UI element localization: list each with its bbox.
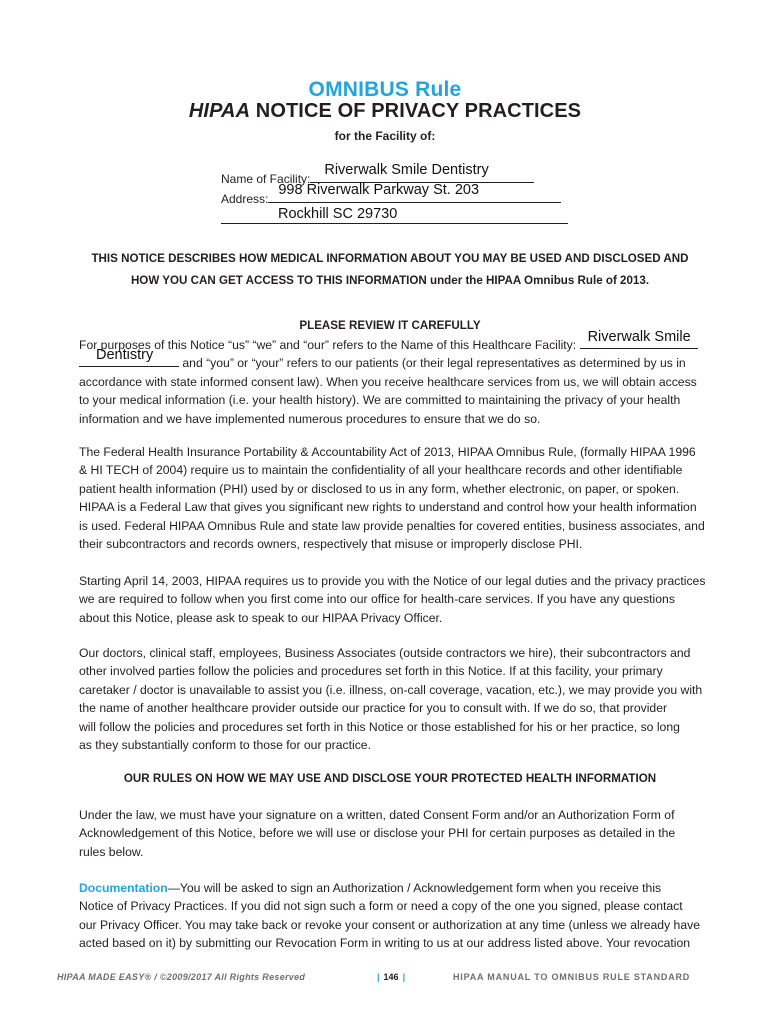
para6-line: our Privacy Officer. You may take back or revoke your consent or authorization at any time (unless we already have	[79, 917, 700, 932]
para4-line: as they substantially conform to those for our practice.	[79, 738, 371, 753]
address-label: Address:	[221, 192, 269, 206]
para2-line: The Federal Health Insurance Portability & Accountability Act of 2013, HIPAA Omnibus Rule, (formally HIPAA 1996	[79, 445, 696, 459]
para6-line-1	[79, 879, 715, 897]
footer-copyright: HIPAA MADE EASY® / ©2009/2017 All Rights Reserved	[57, 972, 306, 982]
para4-line: the name of another healthcare provider outside our practice for you to consult with. If we do so, that provider	[79, 701, 668, 716]
footer-page-number: | 146 |	[377, 972, 406, 982]
facility-name-field[interactable]	[310, 162, 534, 183]
para2-line: HIPAA is a Federal Law that gives you significant new rights to understand and control how your health information	[79, 500, 697, 515]
title-rest: NOTICE OF PRIVACY PRACTICES	[250, 100, 582, 122]
para5-line: Acknowledgement of this Notice, before we will use or disclose your PHI for certain purposes as detailed in the	[79, 826, 676, 841]
para5-line: rules below.	[79, 844, 144, 859]
address-line2-field[interactable]	[221, 206, 568, 224]
address-line1-field[interactable]	[268, 182, 561, 203]
para1-after-fill: and “you” or “your” refers to our patients (or their legal representatives as determined by us in	[179, 356, 686, 371]
para4-line: other involved parties follow the policies and procedures set forth in this Notice. If at this facility, your primary	[79, 664, 663, 679]
rules-heading: OUR RULES ON HOW WE MAY USE AND DISCLOSE YOUR PROTECTED HEALTH INFORMATION	[123, 772, 657, 785]
para4-line: will follow the policies and procedures set forth in this Notice or those established for his or her practice, so long	[79, 719, 680, 734]
para3-line: we are required to follow when you first come into our office for health-care services. If you have any questions	[79, 592, 675, 607]
paragraph-our-doctors	[79, 644, 715, 754]
footer-manual-title: HIPAA MANUAL TO OMNIBUS RULE STANDARD	[453, 972, 691, 982]
para2-line: patient health information (PHI) used by or disclosed to us in any form, whether electronic, on paper, or spoken.	[79, 481, 680, 496]
para1-intro: For purposes of this Notice “us” “we” and “our” refers to the Name of this Healthcare Facility:	[79, 338, 577, 352]
para2-line: is used. Federal HIPAA Omnibus Rule and state law provide penalties for covered entities, business associates, and	[79, 518, 705, 533]
para4-line: Our doctors, clinical staff, employees, Business Associates (outside contractors we hire), their subcontractors and	[79, 646, 691, 660]
para1-line-2	[79, 347, 715, 372]
page-number: 146	[383, 972, 399, 982]
para4-line: caretaker / doctor is unavailable to assist you (i.e. illness, on-call coverage, vacation, etc.), we may provide you with	[79, 682, 703, 697]
omnibus-rule-title: OMNIBUS Rule	[308, 78, 462, 101]
facility-fill-2: Dentistry	[96, 347, 154, 364]
paragraph-starting-april	[79, 572, 715, 627]
address-row-2	[221, 206, 568, 227]
notice-line-2: HOW YOU CAN GET ACCESS TO THIS INFORMATION under the HIPAA Omnibus Rule of 2013.	[130, 274, 650, 287]
para3-line: Starting April 14, 2003, HIPAA requires us to provide you with the Notice of our legal duties and the privacy practices	[79, 574, 706, 588]
facility-fill-1: Riverwalk Smile	[587, 329, 691, 345]
facility-fill-field-2[interactable]	[79, 347, 179, 367]
facility-name-value: Riverwalk Smile Dentistry	[324, 162, 489, 178]
facility-subtitle: for the Facility of:	[334, 129, 436, 143]
para2-line: & HI TECH of 2004) require us to maintain the confidentiality of all your healthcare records and other identifiable	[79, 463, 683, 478]
paragraph-purposes	[79, 329, 715, 428]
address-row	[221, 182, 561, 206]
documentation-label: Documentation	[79, 881, 168, 895]
para6-line: acted based on it) by submitting our Revocation Form in writing to us at our address listed above. Your revocation	[79, 936, 691, 951]
paragraph-under-the-law	[79, 806, 715, 861]
para1-line-3: accordance with state informed consent law). When you receive healthcare services from us, we will obtain access	[79, 374, 697, 389]
para1-line-1	[79, 329, 715, 354]
para5-line: Under the law, we must have your signature on a written, dated Consent Form and/or an Authorization Form of	[79, 808, 675, 822]
address-line2-value: Rockhill SC 29730	[278, 206, 398, 222]
facility-name-label: Name of Facility:	[221, 172, 311, 186]
para1-line-4: to your medical information (i.e. your health history). We are committed to maintaining the privacy of your health	[79, 393, 681, 408]
para6-line: Notice of Privacy Practices. If you did not sign such a form or need a copy of the one you signed, please contact	[79, 899, 683, 914]
paragraph-documentation	[79, 879, 715, 953]
para2-line: their subcontractors and records owners, respectively that misuse or improperly disclose PHI.	[79, 537, 583, 552]
facility-fill-field-1[interactable]	[580, 329, 698, 349]
paragraph-federal-law	[79, 443, 715, 553]
para1-line-5: information and we have implemented numerous procedures to ensure that we do so.	[79, 411, 541, 426]
notice-statement	[40, 248, 740, 292]
page-title	[0, 100, 770, 123]
address-line1-value: 998 Riverwalk Parkway St. 203	[278, 182, 480, 198]
notice-line-1: THIS NOTICE DESCRIBES HOW MEDICAL INFORMATION ABOUT YOU MAY BE USED AND DISCLOSED AND	[91, 252, 689, 265]
please-review-heading: PLEASE REVIEW IT CAREFULLY	[299, 319, 481, 332]
para3-line: about this Notice, please ask to speak to our HIPAA Privacy Officer.	[79, 610, 443, 625]
title-hipaa-word: HIPAA	[188, 100, 251, 122]
para6-line1-rest: —You will be asked to sign an Authorization / Acknowledgement form when you receive this	[167, 881, 662, 895]
